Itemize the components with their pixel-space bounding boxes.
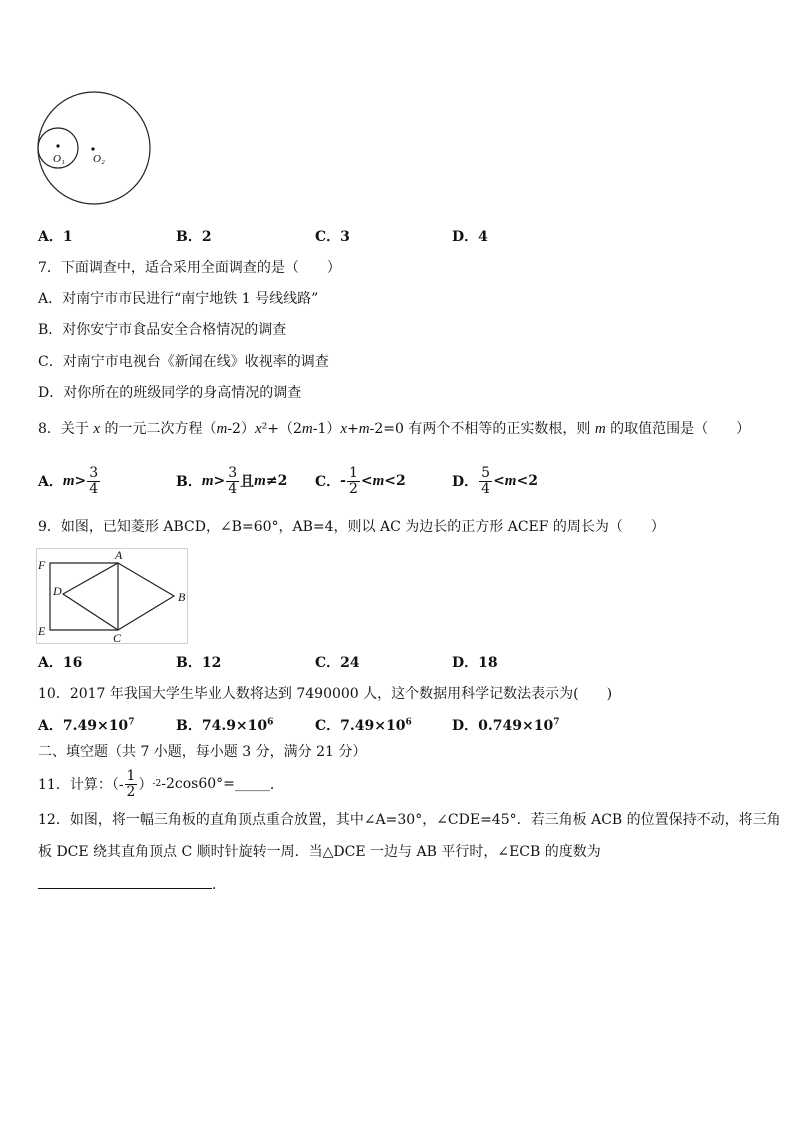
q6-option-d: D．4 bbox=[452, 229, 488, 245]
condition-tail: <2 bbox=[384, 473, 406, 489]
label-o2: O₂ bbox=[93, 153, 105, 165]
condition-tail: ≠2 bbox=[265, 473, 288, 489]
fraction bbox=[479, 466, 492, 497]
q10-option-c bbox=[315, 716, 412, 736]
q11-answer-blank: _____ bbox=[234, 776, 270, 792]
option-label: A． bbox=[38, 474, 63, 490]
q8-var-m: m bbox=[301, 421, 313, 437]
minus-sign: - bbox=[340, 473, 346, 489]
rhombus-square-figure bbox=[36, 548, 188, 645]
var-m: m bbox=[254, 472, 266, 489]
label-b: B bbox=[178, 590, 186, 604]
option-exponent: 7 bbox=[128, 717, 135, 728]
q8-var-x: x bbox=[254, 421, 262, 437]
var-m: m bbox=[201, 472, 214, 489]
q8-stem-part: 8．关于 bbox=[38, 421, 94, 437]
q7-option-c: C．对南宁市电视台《新闻在线》收视率的调查 bbox=[38, 354, 329, 370]
q8-stem-part: -2） bbox=[227, 421, 255, 437]
q8-var-m: m bbox=[594, 421, 606, 437]
q9-option-b: B．12 bbox=[176, 655, 222, 671]
denominator: 4 bbox=[481, 480, 491, 497]
fraction bbox=[87, 466, 100, 497]
q8-stem bbox=[38, 419, 750, 439]
denominator: 4 bbox=[89, 480, 99, 497]
label-d: D bbox=[53, 584, 62, 598]
section-heading: 二、填空题（共 7 小题，每小题 3 分，满分 21 分） bbox=[38, 744, 367, 760]
label-f: F bbox=[38, 558, 46, 572]
option-base: A．7.49×10 bbox=[38, 718, 129, 734]
q11-close-paren: ） bbox=[138, 777, 153, 793]
q8-option-a bbox=[38, 465, 101, 497]
two-circles-figure bbox=[30, 84, 160, 214]
q12-answer-blank bbox=[38, 888, 212, 889]
operator: < bbox=[360, 473, 373, 489]
operator: < bbox=[493, 473, 505, 489]
q9-stem: 9．如图，已知菱形 ABCD，∠B=60°，AB=4，则以 AC 为边长的正方形 ACEF 的周长为（ ） bbox=[38, 519, 665, 535]
numerator: 5 bbox=[481, 464, 491, 481]
q8-stem-part: 的取值范围是（ ） bbox=[605, 421, 751, 437]
q6-option-c: C．3 bbox=[315, 229, 350, 245]
q8-var-m: m bbox=[358, 421, 370, 437]
option-base: C．7.49×10 bbox=[315, 718, 406, 734]
q7-stem: 7．下面调查中，适合采用全面调查的是（ ） bbox=[38, 260, 341, 276]
q12-line-2: 板 DCE 绕其直角顶点 C 顺时针旋转一周．当△DCE 一边与 AB 平行时，∠ECB 的度数为 bbox=[38, 844, 601, 860]
var-m: m bbox=[372, 472, 385, 489]
denominator: 2 bbox=[348, 480, 358, 497]
option-label: D． bbox=[452, 474, 479, 490]
denominator: 2 bbox=[126, 783, 136, 800]
fraction bbox=[347, 466, 360, 497]
option-label: B． bbox=[176, 474, 202, 490]
q8-var-x: x bbox=[340, 421, 348, 437]
q8-stem-part: + bbox=[347, 421, 359, 437]
center-dot-o2 bbox=[91, 147, 94, 150]
q8-option-d bbox=[452, 465, 538, 497]
q8-option-b bbox=[176, 465, 287, 497]
center-dot-o1 bbox=[56, 144, 59, 147]
option-exponent: 6 bbox=[267, 717, 274, 728]
label-a: A bbox=[115, 548, 123, 562]
option-base: B．74.9×10 bbox=[176, 718, 268, 734]
var-m: m bbox=[62, 472, 75, 489]
q9-option-a: A．16 bbox=[38, 655, 83, 671]
fraction bbox=[226, 466, 239, 497]
q6-option-b: B．2 bbox=[176, 229, 212, 245]
q8-option-c bbox=[315, 465, 406, 497]
q6-option-a: A．1 bbox=[38, 229, 73, 245]
q10-option-b bbox=[176, 716, 273, 736]
var-m: m bbox=[504, 472, 517, 489]
q9-option-c: C．24 bbox=[315, 655, 360, 671]
q11-end: ． bbox=[269, 777, 284, 793]
q9-option-d: D．18 bbox=[452, 655, 498, 671]
q11-stem: 11．计算：（- $\frac{1}{2}$ ） -2 -2cos60°= _____ ． bbox=[38, 767, 284, 800]
denominator: 4 bbox=[228, 480, 238, 497]
numerator: 1 bbox=[126, 767, 136, 784]
q7-option-a: A．对南宁市市民进行“南宁地铁 1 号线线路” bbox=[38, 291, 319, 307]
label-c: C bbox=[113, 631, 122, 645]
q7-option-d: D．对你所在的班级同学的身高情况的调查 bbox=[38, 385, 302, 401]
q12-line-1: 12．如图，将一幅三角板的直角顶点重合放置，其中∠A=30°，∠CDE=45°．若三角板 ACB 的位置保持不动，将三角 bbox=[38, 812, 781, 828]
numerator: 3 bbox=[89, 464, 99, 481]
q11-rest: -2cos60°= bbox=[161, 776, 235, 792]
option-exponent: 6 bbox=[405, 717, 412, 728]
q8-var-x: x bbox=[93, 421, 101, 437]
q7-option-b: B．对你安宁市食品安全合格情况的调查 bbox=[38, 322, 287, 338]
option-exponent: 7 bbox=[553, 717, 560, 728]
q8-stem-part: -1） bbox=[312, 421, 341, 437]
q8-stem-part: -2=0 有两个不相等的正实数根，则 bbox=[369, 421, 595, 437]
label-e: E bbox=[38, 624, 46, 638]
label-o1: O₁ bbox=[53, 153, 65, 165]
q10-option-d bbox=[452, 716, 559, 736]
option-base: D．0.749×10 bbox=[452, 718, 554, 734]
q10-option-a bbox=[38, 716, 134, 736]
operator: > bbox=[213, 473, 226, 489]
numerator: 1 bbox=[348, 464, 358, 481]
q11-prefix: 11．计算：（- bbox=[38, 777, 124, 793]
q8-stem-part: ²+（2 bbox=[261, 421, 302, 437]
option-label: C． bbox=[315, 474, 341, 490]
q8-var-m: m bbox=[216, 421, 228, 437]
fraction bbox=[125, 769, 138, 800]
operator: > bbox=[74, 473, 87, 489]
q12-end: ． bbox=[212, 877, 226, 893]
numerator: 3 bbox=[228, 464, 238, 481]
conjunction: 且 bbox=[240, 474, 255, 490]
condition-tail: <2 bbox=[516, 473, 538, 489]
q10-stem: 10．2017 年我国大学生毕业人数将达到 7490000 人，这个数据用科学记数法表示为( ) bbox=[38, 686, 613, 702]
q8-stem-part: 的一元二次方程（ bbox=[100, 421, 217, 437]
